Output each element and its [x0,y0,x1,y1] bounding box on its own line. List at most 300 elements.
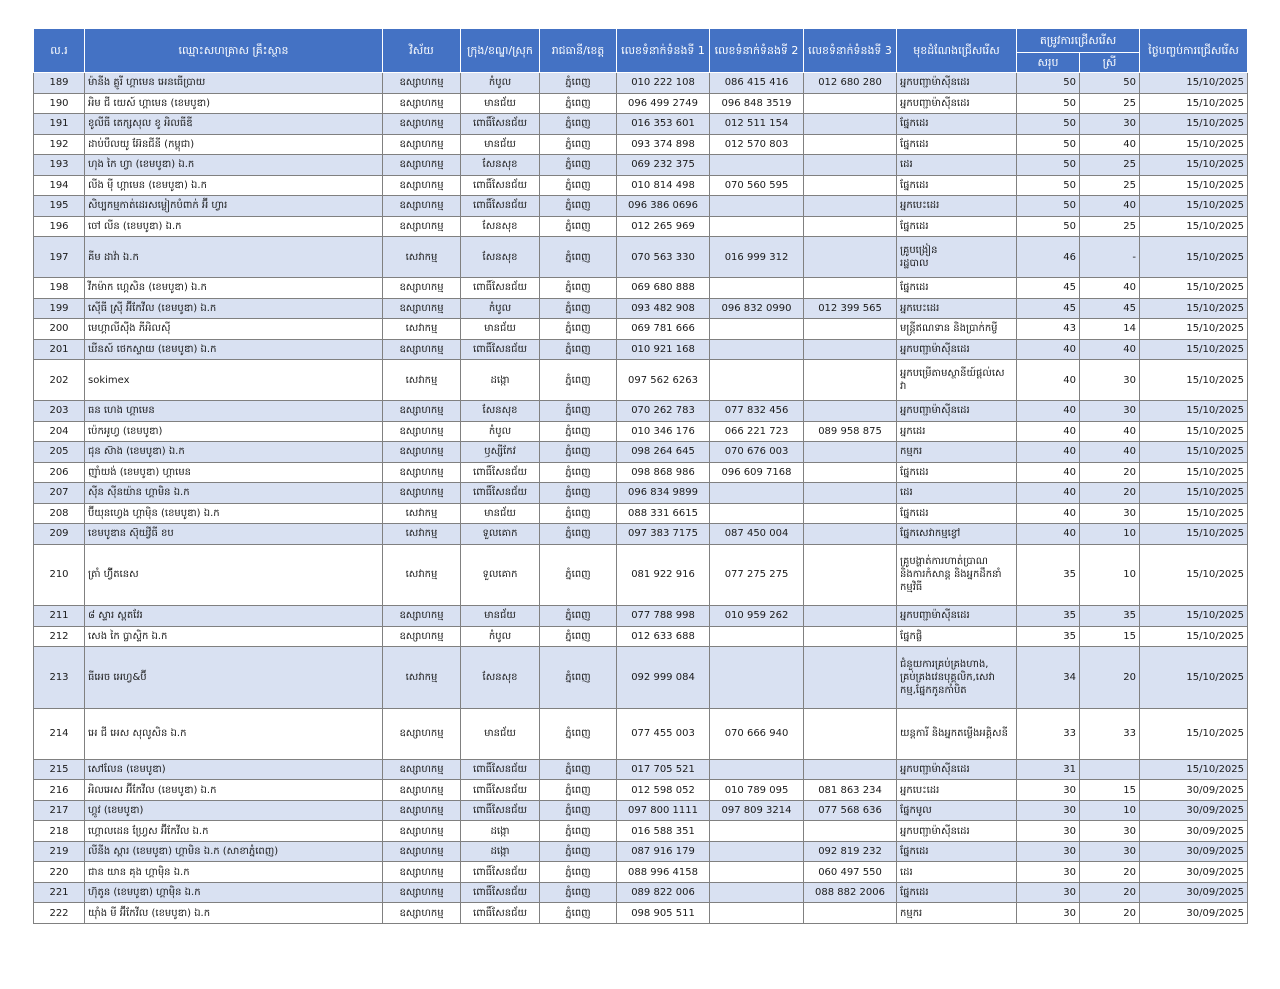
female-count: 40 [1080,339,1140,360]
company-name: លីង ម៉ី ហ្គាមេន (ខេមបូឌា) ឯ.ក [85,175,383,196]
female-count: 15 [1080,780,1140,801]
deadline-date: 30/09/2025 [1140,903,1248,924]
phone-3 [804,360,897,401]
position: ផ្នែកដេរ [897,278,1017,299]
sector: សេវាកម្ម [383,524,461,545]
phone-2 [710,503,804,524]
province: ភ្នំពេញ [540,780,617,801]
company-name: គីម ដាវ៉ា ឯ.ក [85,237,383,278]
province: ភ្នំពេញ [540,862,617,883]
sector: ឧស្សាហកម្ម [383,862,461,883]
row-number: 204 [34,421,85,442]
header-phone-2: លេខទំនាក់ទំនងទី 2 [710,29,804,73]
row-number: 210 [34,544,85,606]
district: សែនសុខ [461,155,540,176]
female-count: 25 [1080,175,1140,196]
row-number: 195 [34,196,85,217]
female-count: 35 [1080,606,1140,627]
deadline-date: 15/10/2025 [1140,401,1248,422]
company-name: មេហ្គាលីស៊ីង ភីអិលស៊ី [85,319,383,340]
position: ផ្នែកដេរ [897,114,1017,135]
table-row [34,93,1248,114]
female-count: 30 [1080,503,1140,524]
table-row [34,524,1248,545]
phone-1: 016 353 601 [617,114,710,135]
sector: ឧស្សាហកម្ម [383,421,461,442]
position: ផ្នែកដេរ [897,175,1017,196]
position: អ្នកបញ្ជាម៉ាស៊ីនដេរ [897,759,1017,780]
position: ផ្នែកដេរ [897,503,1017,524]
sector: ឧស្សាហកម្ម [383,780,461,801]
company-name: ប៉េកអូហ្វ (ខេមបូឌា) [85,421,383,442]
position: ផ្នែកផ្លិ [897,626,1017,647]
deadline-date: 15/10/2025 [1140,339,1248,360]
phone-1: 096 499 2749 [617,93,710,114]
district: កំបូល [461,626,540,647]
female-count: 30 [1080,401,1140,422]
district: ពោធិ៍សែនជ័យ [461,114,540,135]
row-number: 212 [34,626,85,647]
deadline-date: 15/10/2025 [1140,626,1248,647]
company-name: ម៉ានីង គ្លូរី ហ្គាមេន អេនធើប្រាយ [85,73,383,94]
row-number: 222 [34,903,85,924]
total-count: 50 [1017,93,1080,114]
row-number: 198 [34,278,85,299]
table-row [34,483,1248,504]
phone-1: 098 905 511 [617,903,710,924]
phone-2 [710,155,804,176]
company-name: ធីអេច អេហ្វ&ប៊ី [85,647,383,709]
province: ភ្នំពេញ [540,278,617,299]
company-name: ចៅ លីន (ខេមបូឌា) ឯ.ក [85,216,383,237]
district: សែនសុខ [461,216,540,237]
female-count: - [1080,237,1140,278]
phone-3 [804,93,897,114]
deadline-date: 15/10/2025 [1140,216,1248,237]
company-name: ញ៉ាំយង់ (ខេមបូឌា) ហ្គាមេន [85,462,383,483]
sector: ឧស្សាហកម្ម [383,882,461,903]
deadline-date: 15/10/2025 [1140,237,1248,278]
phone-2: 070 560 595 [710,175,804,196]
province: ភ្នំពេញ [540,821,617,842]
position: ដេរ [897,862,1017,883]
province: ភ្នំពេញ [540,800,617,821]
position: អ្នកបញ្ជាម៉ាស៊ីនដេរ [897,73,1017,94]
female-count: 40 [1080,278,1140,299]
phone-1: 093 482 908 [617,298,710,319]
total-count: 43 [1017,319,1080,340]
company-name: ហ៊ុតូន (ខេមបូឌា) ហ្គាម៉ិន ឯ.ក [85,882,383,903]
company-name: ដាប់បឹលយូ អ៊ែនជីនី (កម្ពុជា) [85,134,383,155]
phone-2: 010 789 095 [710,780,804,801]
phone-3 [804,903,897,924]
header-phone-3: លេខទំនាក់ទំនងទី 3 [804,29,897,73]
deadline-date: 15/10/2025 [1140,360,1248,401]
sector: សេវាកម្ម [383,319,461,340]
position: ផ្នែកដេរ [897,134,1017,155]
phone-2: 070 676 003 [710,442,804,463]
company-name: ត្រាំ ហ៊្វីតនេស [85,544,383,606]
total-count: 40 [1017,524,1080,545]
table-row [34,155,1248,176]
phone-2: 096 848 3519 [710,93,804,114]
position: ដេរ [897,155,1017,176]
company-name: ហុង កៃ ហ្វា (ខេមបូឌា) ឯ.ក [85,155,383,176]
district: ទួលគោក [461,524,540,545]
header-district: ក្រុង/ខណ្ឌ/ស្រុក [461,29,540,73]
sector: ឧស្សាហកម្ម [383,298,461,319]
phone-3 [804,114,897,135]
phone-2 [710,882,804,903]
row-number: 200 [34,319,85,340]
phone-3 [804,626,897,647]
deadline-date: 15/10/2025 [1140,175,1248,196]
total-count: 50 [1017,134,1080,155]
phone-2 [710,841,804,862]
table-row [34,196,1248,217]
table-row [34,134,1248,155]
position: ផ្នែកមូល [897,800,1017,821]
deadline-date: 15/10/2025 [1140,278,1248,299]
company-name: អិម ជី យេស៍ ហ្គាមេន (ខេមបូឌា) [85,93,383,114]
province: ភ្នំពេញ [540,442,617,463]
province: ភ្នំពេញ [540,175,617,196]
sector: ឧស្សាហកម្ម [383,483,461,504]
table-row [34,278,1248,299]
female-count: 40 [1080,442,1140,463]
sector: ឧស្សាហកម្ម [383,903,461,924]
company-name: សិប្បកម្មកាត់ដេរសម្លៀកបំពាក់ អ៊ី ហ្វារ [85,196,383,217]
phone-1: 098 264 645 [617,442,710,463]
table-row [34,708,1248,759]
phone-2 [710,821,804,842]
total-count: 50 [1017,73,1080,94]
phone-2: 096 609 7168 [710,462,804,483]
row-number: 197 [34,237,85,278]
female-count: 20 [1080,462,1140,483]
header-position: មុខដំណែងជ្រើសរើស [897,29,1017,73]
district: ពោធិ៍សែនជ័យ [461,780,540,801]
province: ភ្នំពេញ [540,73,617,94]
total-count: 50 [1017,114,1080,135]
table-row [34,216,1248,237]
province: ភ្នំពេញ [540,524,617,545]
position: អ្នកបេះដេរ [897,780,1017,801]
table-row [34,759,1248,780]
total-count: 35 [1017,544,1080,606]
row-number: 191 [34,114,85,135]
phone-2 [710,647,804,709]
female-count: 40 [1080,134,1140,155]
female-count: 25 [1080,155,1140,176]
phone-1: 010 921 168 [617,339,710,360]
sector: ឧស្សាហកម្ម [383,155,461,176]
phone-2 [710,626,804,647]
company-name: ធន ហេង ហ្គាមេន [85,401,383,422]
sector: ឧស្សាហកម្ម [383,606,461,627]
sector: ឧស្សាហកម្ម [383,401,461,422]
female-count: 15 [1080,626,1140,647]
phone-2 [710,278,804,299]
sector: សេវាកម្ម [383,647,461,709]
district: សែនសុខ [461,237,540,278]
female-count: 20 [1080,647,1140,709]
table-row [34,421,1248,442]
position: ផ្នែកដេរ [897,882,1017,903]
table-header [34,29,1248,73]
phone-1: 077 788 998 [617,606,710,627]
female-count: 10 [1080,800,1140,821]
district: ពោធិ៍សែនជ័យ [461,759,540,780]
table-row [34,903,1248,924]
phone-3 [804,175,897,196]
table-row [34,780,1248,801]
sector: សេវាកម្ម [383,503,461,524]
phone-2: 077 832 456 [710,401,804,422]
row-number: 217 [34,800,85,821]
company-name: ស៊ីន ស៊ីនយ៉ាន ហ្គាមិន ឯ.ក [85,483,383,504]
phone-1: 069 232 375 [617,155,710,176]
female-count: 20 [1080,862,1140,883]
phone-2: 012 570 803 [710,134,804,155]
province: ភ្នំពេញ [540,134,617,155]
position: ជំនួយការគ្រប់គ្រងហាង, គ្រប់គ្រងវេនបុគ្គលិក,សេវា កម្ម,ផ្នែកកូនកាំបិត [897,647,1017,709]
company-name: លីនីង ស្តារ (ខេមបូឌា) ហ្គាមិន ឯ.ក (សាខាភ្នំពេញ) [85,841,383,862]
deadline-date: 15/10/2025 [1140,759,1248,780]
total-count: 46 [1017,237,1080,278]
table-row [34,114,1248,135]
deadline-date: 15/10/2025 [1140,114,1248,135]
phone-1: 096 386 0696 [617,196,710,217]
company-name: ជុន ស៊ាង (ខេមបូឌា) ឯ.ក [85,442,383,463]
phone-3: 089 958 875 [804,421,897,442]
total-count: 50 [1017,155,1080,176]
phone-2 [710,360,804,401]
phone-1: 012 633 688 [617,626,710,647]
deadline-date: 15/10/2025 [1140,544,1248,606]
total-count: 30 [1017,862,1080,883]
phone-1: 012 598 052 [617,780,710,801]
female-count: 20 [1080,483,1140,504]
position: អ្នកបេះដេរ [897,196,1017,217]
phone-3 [804,544,897,606]
district: មានជ័យ [461,503,540,524]
total-count: 30 [1017,841,1080,862]
deadline-date: 15/10/2025 [1140,483,1248,504]
company-name: ជាន យាន គុង ហ្គាម៉ិន ឯ.ក [85,862,383,883]
province: ភ្នំពេញ [540,882,617,903]
phone-3 [804,278,897,299]
female-count: 25 [1080,216,1140,237]
province: ភ្នំពេញ [540,903,617,924]
deadline-date: 15/10/2025 [1140,524,1248,545]
row-number: 205 [34,442,85,463]
header-company: ឈ្មោះសហគ្រាស គ្រឹះស្ថាន [85,29,383,73]
table-body [34,73,1248,924]
phone-1: 097 562 6263 [617,360,710,401]
phone-3 [804,339,897,360]
district: ពោធិ៍សែនជ័យ [461,903,540,924]
province: ភ្នំពេញ [540,237,617,278]
district: ពោធិ៍សែនជ័យ [461,196,540,217]
row-number: 201 [34,339,85,360]
deadline-date: 30/09/2025 [1140,800,1248,821]
female-count: 10 [1080,524,1140,545]
district: ដង្កោ [461,841,540,862]
sector: ឧស្សាហកម្ម [383,196,461,217]
province: ភ្នំពេញ [540,841,617,862]
table-row [34,237,1248,278]
sector: ឧស្សាហកម្ម [383,821,461,842]
company-name: អេ ជី អេស សុលូសិន ឯ.ក [85,708,383,759]
district: ឫស្សីកែវ [461,442,540,463]
row-number: 219 [34,841,85,862]
female-count: 10 [1080,544,1140,606]
deadline-date: 15/10/2025 [1140,73,1248,94]
total-count: 35 [1017,626,1080,647]
total-count: 40 [1017,462,1080,483]
phone-1: 010 814 498 [617,175,710,196]
table-row [34,544,1248,606]
row-number: 203 [34,401,85,422]
deadline-date: 15/10/2025 [1140,708,1248,759]
province: ភ្នំពេញ [540,503,617,524]
table-row [34,841,1248,862]
row-number: 208 [34,503,85,524]
phone-2: 086 415 416 [710,73,804,94]
phone-1: 089 822 006 [617,882,710,903]
phone-3: 088 882 2006 [804,882,897,903]
province: ភ្នំពេញ [540,93,617,114]
phone-1: 012 265 969 [617,216,710,237]
company-name: ស៊ើធី ស៊្រី អ៊ីកែវីល (ខេមបូឌា) ឯ.ក [85,298,383,319]
phone-1: 097 800 1111 [617,800,710,821]
deadline-date: 30/09/2025 [1140,882,1248,903]
company-name: ប៊ីយុនហ្វេង ហ្គាម៉ិន (ខេមបូឌា) ឯ.ក [85,503,383,524]
phone-3 [804,524,897,545]
female-count: 30 [1080,114,1140,135]
total-count: 45 [1017,278,1080,299]
table-row [34,626,1248,647]
province: ភ្នំពេញ [540,626,617,647]
position: ផ្នែកដេរ [897,841,1017,862]
district: កំបូល [461,298,540,319]
province: ភ្នំពេញ [540,544,617,606]
deadline-date: 30/09/2025 [1140,841,1248,862]
province: ភ្នំពេញ [540,647,617,709]
row-number: 192 [34,134,85,155]
table-row [34,298,1248,319]
district: ពោធិ៍សែនជ័យ [461,483,540,504]
table-row [34,821,1248,842]
district: ពោធិ៍សែនជ័យ [461,882,540,903]
company-name: ខេមបូឌាន ស៊ុយវ្វីធី ខប [85,524,383,545]
phone-2 [710,319,804,340]
phone-1: 098 868 986 [617,462,710,483]
header-deadline: ថ្ងៃបញ្ចប់ការជ្រើសរើស [1140,29,1248,73]
table-row [34,401,1248,422]
row-number: 215 [34,759,85,780]
deadline-date: 15/10/2025 [1140,134,1248,155]
phone-2: 010 959 262 [710,606,804,627]
district: ពោធិ៍សែនជ័យ [461,339,540,360]
district: ពោធិ៍សែនជ័យ [461,175,540,196]
total-count: 34 [1017,647,1080,709]
total-count: 50 [1017,216,1080,237]
phone-1: 069 680 888 [617,278,710,299]
phone-1: 010 222 108 [617,73,710,94]
table-row [34,339,1248,360]
province: ភ្នំពេញ [540,114,617,135]
sector: ឧស្សាហកម្ម [383,841,461,862]
phone-1: 088 331 6615 [617,503,710,524]
district: មានជ័យ [461,606,540,627]
position: ផ្នែកដេរ [897,462,1017,483]
row-number: 190 [34,93,85,114]
district: ពោធិ៍សែនជ័យ [461,462,540,483]
district: ពោធិ៍សែនជ័យ [461,862,540,883]
phone-2 [710,339,804,360]
province: ភ្នំពេញ [540,360,617,401]
female-count: 20 [1080,882,1140,903]
sector: ឧស្សាហកម្ម [383,73,461,94]
company-name: ៨ ស្ទារ ស្ពតវែរ [85,606,383,627]
sector: ឧស្សាហកម្ម [383,462,461,483]
phone-3: 081 863 234 [804,780,897,801]
row-number: 213 [34,647,85,709]
district: កំបូល [461,421,540,442]
header-sector: វិស័យ [383,29,461,73]
company-name: ហ្គោលដេន ហ្វ្រែស អ៊ីកែវីល ឯ.ក [85,821,383,842]
sector: ឧស្សាហកម្ម [383,708,461,759]
province: ភ្នំពេញ [540,708,617,759]
female-count: 20 [1080,903,1140,924]
deadline-date: 15/10/2025 [1140,155,1248,176]
deadline-date: 15/10/2025 [1140,462,1248,483]
female-count: 14 [1080,319,1140,340]
header-province: រាជធានី/ខេត្ត [540,29,617,73]
row-number: 206 [34,462,85,483]
sector: ឧស្សាហកម្ម [383,114,461,135]
row-number: 207 [34,483,85,504]
phone-3 [804,483,897,504]
phone-2 [710,903,804,924]
phone-3: 060 497 550 [804,862,897,883]
position: អ្នកដេរ [897,421,1017,442]
phone-3 [804,216,897,237]
phone-3: 012 399 565 [804,298,897,319]
row-number: 196 [34,216,85,237]
province: ភ្នំពេញ [540,759,617,780]
total-count: 40 [1017,442,1080,463]
row-number: 216 [34,780,85,801]
position: មន្ត្រីឥណទាន និងប្រាក់កម្ចី [897,319,1017,340]
position: អ្នកបញ្ជាម៉ាស៊ីនដេរ [897,339,1017,360]
total-count: 40 [1017,503,1080,524]
position: អ្នកបញ្ជាម៉ាស៊ីនដេរ [897,401,1017,422]
table-row [34,882,1248,903]
province: ភ្នំពេញ [540,483,617,504]
phone-3 [804,155,897,176]
total-count: 31 [1017,759,1080,780]
company-name: ហ្គូវ (ខេមបូឌា) [85,800,383,821]
table-row [34,606,1248,627]
phone-2 [710,216,804,237]
district: មានជ័យ [461,319,540,340]
sector: ឧស្សាហកម្ម [383,175,461,196]
phone-1: 069 781 666 [617,319,710,340]
total-count: 40 [1017,339,1080,360]
